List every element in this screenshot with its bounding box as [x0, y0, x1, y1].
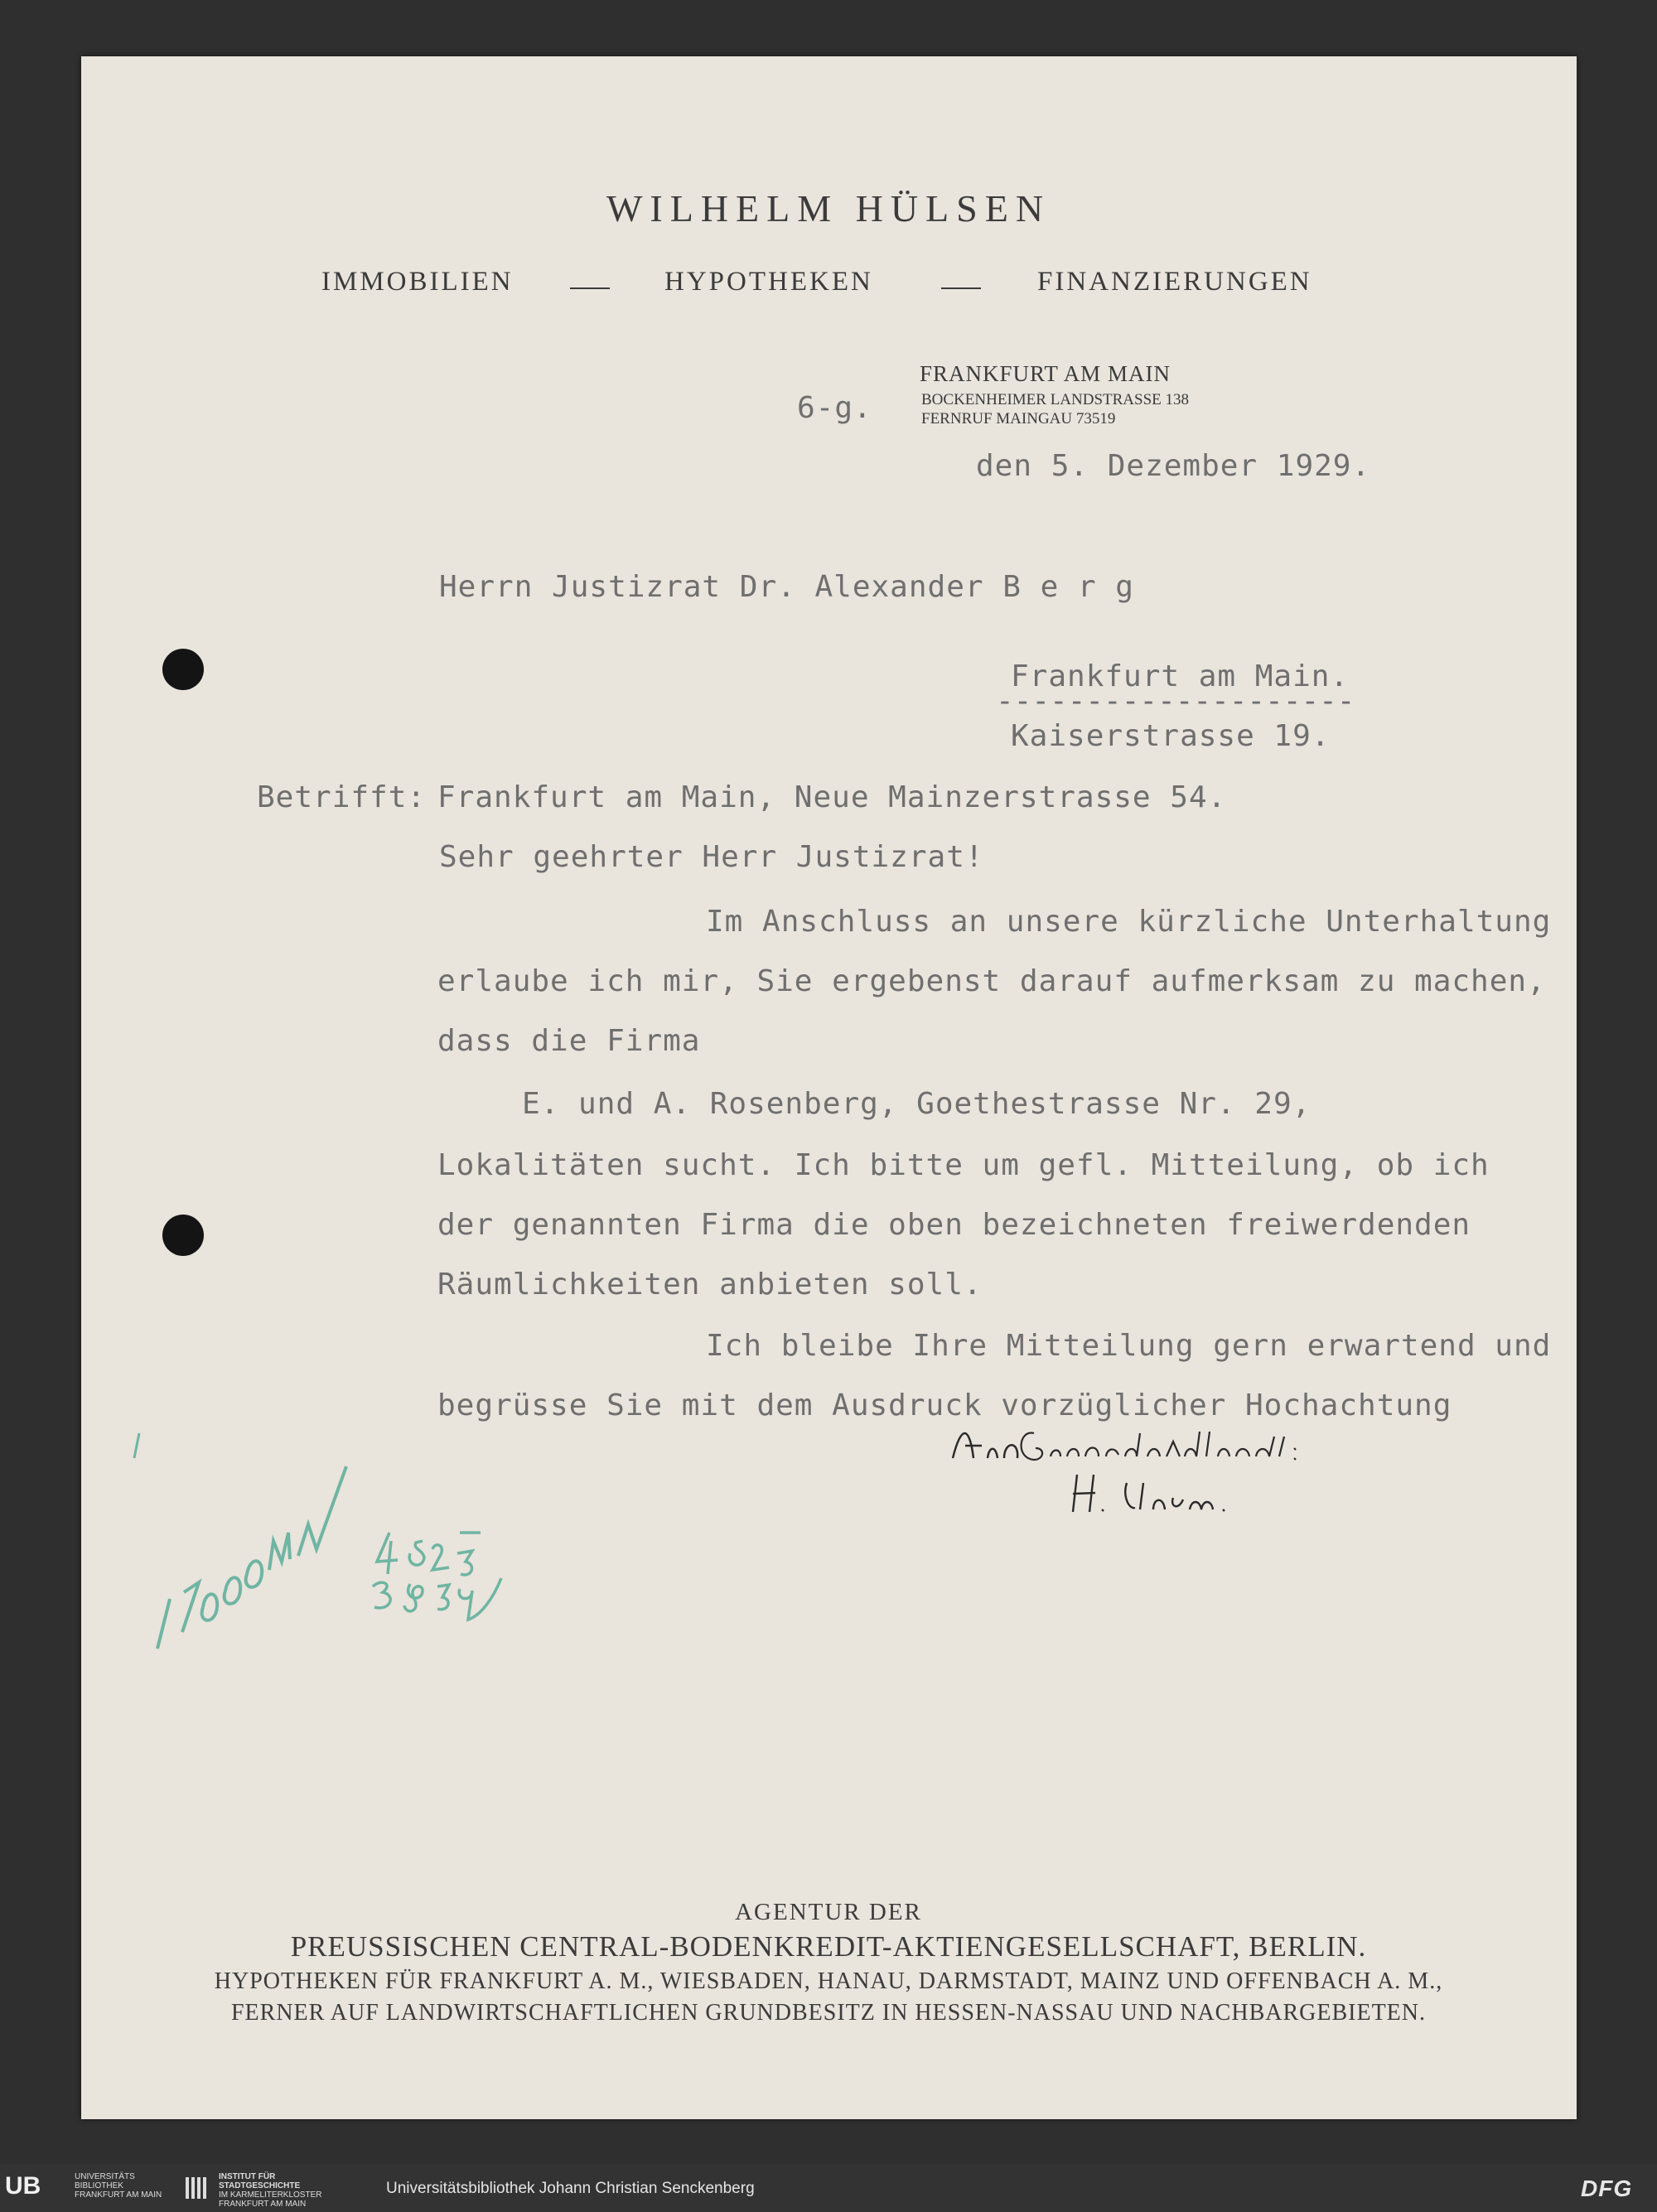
body-line: der genannten Firma die oben bezeichneten freiwerdenden [437, 1208, 1471, 1242]
pencil-notes [124, 1408, 588, 1673]
salutation: Sehr geehrter Herr Justizrat! [439, 840, 984, 874]
letterhead-street: BOCKENHEIMER LANDSTRASSE 138 [921, 391, 1190, 408]
punch-hole [162, 649, 204, 690]
body-line: Im Anschluss an unsere kürzliche Unterhaltung [706, 905, 1552, 939]
ub-logo[interactable]: UB [5, 2172, 41, 2200]
body-line: Räumlichkeiten anbieten soll. [437, 1268, 983, 1302]
letterhead-phone: FERNRUF MAINGAU 73519 [921, 410, 1116, 427]
service-finanzierungen: FINANZIERUNGEN [1037, 267, 1312, 297]
body-line: begrüsse Sie mit dem Ausdruck vorzüglicher Hochachtung [437, 1389, 1452, 1422]
footer-regions: FERNER AUF LANDWIRTSCHAFTLICHEN GRUNDBESITZ IN HESSEN-NASSAU UND NACHBARGEBIETEN. [230, 2000, 1426, 2026]
body-line: dass die Firma [437, 1024, 701, 1058]
firm-name: WILHELM HÜLSEN [606, 187, 1051, 229]
recipient-city: Frankfurt am Main. [1011, 659, 1350, 693]
punch-hole [162, 1215, 204, 1256]
footer-bank-name: PREUSSISCHEN CENTRAL-BODENKREDIT-AKTIENGESELLSCHAFT, BERLIN. [290, 1930, 1367, 1963]
body-line: Lokalitäten sucht. Ich bitte um gefl. Mitteilung, ob ich [437, 1148, 1490, 1182]
body-line: E. und A. Rosenberg, Goethestrasse Nr. 29, [522, 1087, 1312, 1121]
library-title: Universitätsbibliothek Johann Christian Senckenberg [386, 2180, 755, 2197]
subject-label: Betrifft: [257, 780, 427, 814]
body-line: erlaube ich mir, Sie ergebenst darauf aufmerksam zu machen, [437, 964, 1546, 998]
viewer-footer-bar [0, 2164, 1657, 2212]
service-immobilien: IMMOBILIEN [321, 267, 514, 297]
body-line: Ich bleibe Ihre Mitteilung gern erwartend und [706, 1329, 1552, 1363]
recipient-underline: -------------------- [996, 684, 1355, 718]
recipient-name: Herrn Justizrat Dr. Alexander B e r g [439, 570, 1134, 604]
dfg-logo[interactable]: DFG [1581, 2176, 1633, 2201]
recipient-street: Kaiserstrasse 19. [1011, 719, 1331, 753]
service-divider [570, 287, 610, 289]
service-hypotheken: HYPOTHEKEN [664, 267, 873, 297]
ub-logo-caption: UNIVERSITÄTS BIBLIOTHEK FRANKFURT AM MAIN [75, 2172, 162, 2200]
subject-text: Frankfurt am Main, Neue Mainzerstrasse 54. [437, 780, 1227, 814]
reference-code: 6-g. [797, 391, 872, 425]
institute-logo-icon[interactable] [184, 2174, 212, 2202]
letter-date: den 5. Dezember 1929. [976, 449, 1371, 483]
footer-cities: HYPOTHEKEN FÜR FRANKFURT A. M., WIESBADEN, HANAU, DARMSTADT, MAINZ UND OFFENBACH A. M., [214, 1968, 1443, 1994]
handwritten-signature [936, 1408, 1433, 1524]
footer-agency: AGENTUR DER [735, 1899, 922, 1925]
institute-logo-caption: INSTITUT FÜR STADTGESCHICHTE IM KARMELITERKLOSTER FRANKFURT AM MAIN [219, 2172, 322, 2209]
service-divider [941, 287, 981, 289]
letterhead-city: FRANKFURT AM MAIN [920, 361, 1171, 386]
